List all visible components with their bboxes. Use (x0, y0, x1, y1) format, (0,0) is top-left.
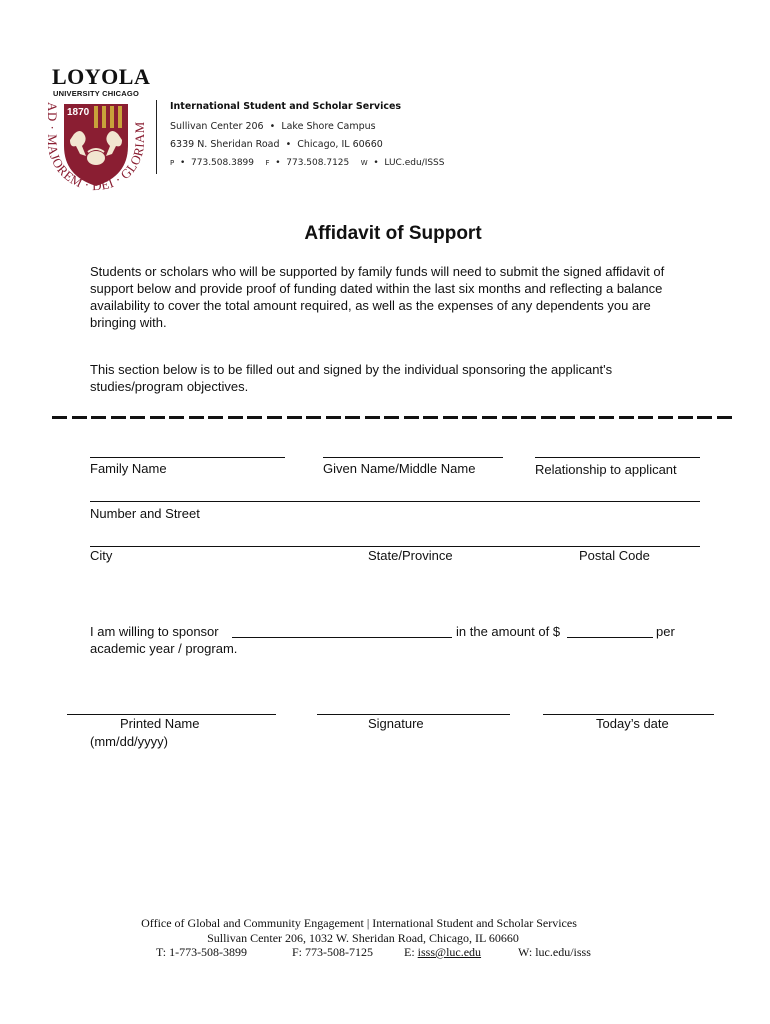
document-title: Affidavit of Support (304, 223, 482, 244)
state-label: State/Province (368, 548, 453, 563)
family-name-field[interactable] (90, 457, 285, 458)
office-address-line1 (170, 121, 376, 132)
logo-wordmark: LOYOLA (52, 64, 151, 89)
sponsor-name-field[interactable] (232, 637, 452, 638)
signature-label: Signature (368, 716, 424, 731)
family-name-label: Family Name (90, 461, 167, 476)
header-divider (156, 100, 157, 174)
cut-line (52, 416, 732, 419)
relationship-field[interactable] (535, 457, 700, 458)
office-web: LUC.edu/ISSS (384, 158, 445, 168)
bullet-separator: • (266, 121, 279, 132)
todays-date-label: Today’s date (596, 716, 669, 731)
sponsor-amount-field[interactable] (567, 637, 653, 638)
office-street: 6339 N. Sheridan Road (170, 139, 280, 150)
seal-motto: AD · MAJOREM · DEI · GLORIAM (44, 102, 148, 194)
street-label: Number and Street (90, 506, 200, 521)
sponsor-prefix: I am willing to sponsor (90, 624, 219, 639)
bullet-separator: • (282, 139, 295, 150)
street-field[interactable] (90, 501, 700, 502)
given-name-field[interactable] (323, 457, 503, 458)
given-name-label: Given Name/Middle Name (323, 461, 476, 476)
logo-subname: UNIVERSITY CHICAGO (53, 89, 139, 98)
bullet-separator: • (272, 158, 284, 168)
seal-year: 1870 (67, 107, 90, 118)
footer-email-link[interactable]: isss@luc.edu (417, 945, 482, 959)
relationship-label: Relationship to applicant (535, 462, 677, 477)
university-seal-icon (36, 96, 156, 196)
signature-field[interactable] (317, 714, 510, 715)
bullet-separator: • (370, 158, 382, 168)
office-address-line2 (170, 139, 383, 150)
office-city: Chicago, IL 60660 (297, 139, 383, 150)
instruction-paragraph: This section below is to be filled out and signed by the individual sponsoring the applicant's studies/program objectives. (90, 362, 613, 394)
intro-paragraph: Students or scholars who will be supported by family funds will need to submit the signed affidavit of support below and provide proof of funding dated within the last six months and reflecting a balance availability to cover the total amount required, as well as the expenses of any dependents you are bringing with. (90, 264, 665, 330)
office-phone: 773.508.3899 (191, 158, 254, 168)
office-campus: Lake Shore Campus (281, 121, 376, 132)
footer-phone: T: 1-773-508-3899 (156, 945, 248, 959)
todays-date-field[interactable] (543, 714, 714, 715)
city-state-postal-field[interactable] (90, 546, 700, 547)
printed-name-label: Printed Name (120, 716, 200, 731)
printed-name-field[interactable] (67, 714, 276, 715)
sponsor-period: academic year / program. (90, 641, 238, 656)
date-format-label: (mm/dd/yyyy) (90, 734, 168, 749)
sponsor-amount-text: in the amount of $ (456, 624, 561, 639)
fax-label: F (265, 159, 270, 167)
phone-label: P (170, 159, 175, 167)
footer-email-label: E: (404, 945, 415, 959)
office-fax: 773.508.7125 (286, 158, 350, 168)
footer-web[interactable]: W: luc.edu/isss (518, 945, 591, 959)
postal-label: Postal Code (579, 548, 650, 563)
office-contacts (170, 158, 444, 168)
office-building: Sullivan Center 206 (170, 121, 264, 132)
footer-email-wrap (404, 945, 481, 960)
bullet-separator: • (177, 158, 189, 168)
footer-address: Sullivan Center 206, 1032 W. Sheridan Road, Chicago, IL 60660 (207, 931, 519, 945)
web-label: W (360, 159, 368, 167)
office-name: International Student and Scholar Services (170, 101, 402, 112)
sponsor-suffix: per (656, 624, 675, 639)
footer-office: Office of Global and Community Engagement | International Student and Scholar Services (141, 916, 577, 930)
city-label: City (90, 548, 113, 563)
footer-fax: F: 773-508-7125 (292, 945, 373, 959)
